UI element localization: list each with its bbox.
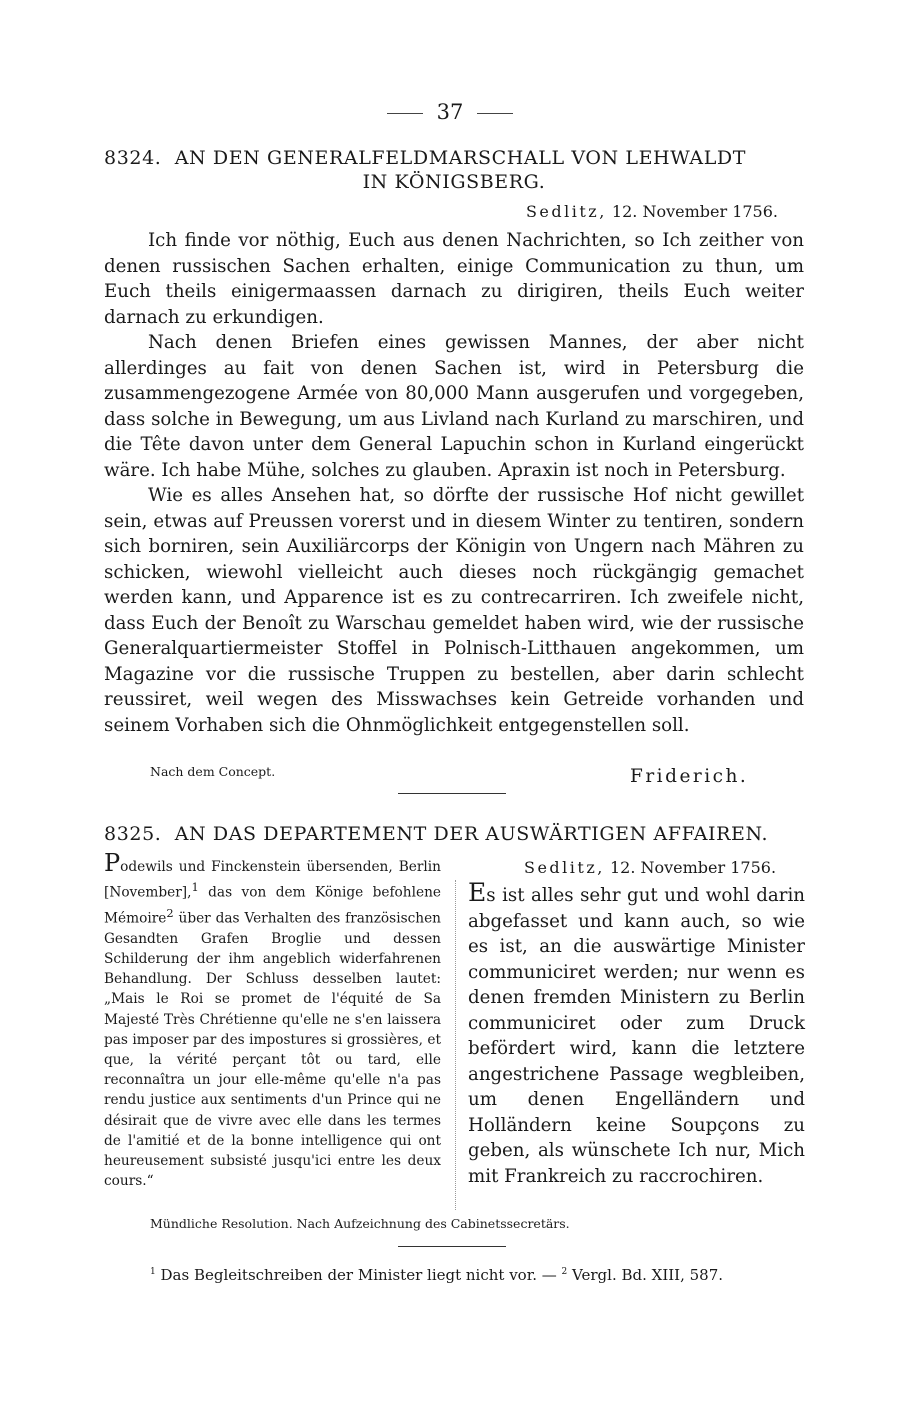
doc2-date-place: Sedlitz, bbox=[524, 858, 605, 877]
doc1-paragraph: Ich finde vor nöthig, Euch aus denen Nachrichten, so Ich zeither von denen russischen Sachen erhalten, einige Communication zu thun, um Euch theils einigermaassen darnach zu dirigiren, theils Euch weiter darnach zu erkundigen. bbox=[104, 230, 804, 328]
page-number-text: 37 bbox=[436, 100, 464, 124]
doc2-resolution-column bbox=[468, 880, 805, 1189]
footnote-2-number: 2 bbox=[561, 1267, 568, 1277]
doc2-summary-dropcap: P bbox=[104, 849, 121, 877]
doc1-number: 8324. bbox=[104, 147, 162, 169]
doc2-resolution-dropcap: E bbox=[468, 878, 487, 907]
doc2-dateline bbox=[524, 858, 776, 877]
doc1-body bbox=[104, 228, 804, 738]
page-number bbox=[0, 100, 900, 124]
page-number-dash-right bbox=[477, 113, 513, 114]
doc2-heading bbox=[104, 822, 804, 846]
doc1-title-line2: IN KÖNIGSBERG. bbox=[362, 171, 546, 193]
doc2-number: 8325. bbox=[104, 823, 162, 845]
doc1-title-line1: AN DEN GENERALFELDMARSCHALL VON LEHWALDT bbox=[174, 147, 747, 169]
doc1-paragraph: Nach denen Briefen eines gewissen Mannes, der aber nicht allerdinges au fait von denen Sachen ist, wird in Petersburg die zusammengezogene Armée von 80,000 Mann ausgerufen und vorgegeben, dass solche in Bewegung, um aus Livland nach Kurland zu marschiren, und die Tête davon unter dem General Lapuchin schon in Kurland eingerückt wäre. Ich habe Mühe, solches zu glauben. Apraxin ist noch in Petersburg. bbox=[104, 332, 804, 481]
footnote-2-text: Vergl. Bd. XIII, 587. bbox=[567, 1266, 724, 1284]
footnote-ref-2: 2 bbox=[166, 905, 174, 920]
doc2-summary-column bbox=[104, 849, 441, 1191]
column-divider bbox=[455, 880, 456, 1210]
doc1-heading bbox=[104, 146, 804, 194]
doc2-resolution-note: Mündliche Resolution. Nach Aufzeichnung des Cabinetssecretärs. bbox=[150, 1216, 570, 1231]
doc2-resolution-text: s ist alles sehr gut und wohl darin abgefasset und kann auch, so wie es ist, an die auswärtige Minister communiciret werden; nur wenn es denen fremden Ministern zu Berlin communiciret oder zum Druck befördert wird, kann die letztere angestrichene Passage wegbleiben, um denen Engelländern und Holländern keine Soupçons zu geben, als wünschete Ich nur, Mich mit Frankreich zu raccrochiren. bbox=[468, 885, 805, 1187]
footnotes bbox=[150, 1266, 723, 1284]
doc2-title: AN DAS DEPARTEMENT DER AUSWÄRTIGEN AFFAIREN. bbox=[174, 823, 769, 845]
doc1-source-note: Nach dem Concept. bbox=[150, 764, 276, 779]
section-divider bbox=[398, 793, 506, 794]
doc1-dateline bbox=[526, 202, 778, 221]
doc1-signature: Friderich. bbox=[630, 766, 749, 787]
doc1-date-place: Sedlitz, bbox=[525, 202, 607, 221]
footnote-1-text: Das Begleitschreiben der Minister liegt nicht vor. — bbox=[155, 1266, 562, 1284]
doc1-paragraph: Wie es alles Ansehen hat, so dörfte der russische Hof nicht gewillet sein, etwas auf Preussen vorerst und in diesem Winter zu tentiren, sondern sich borniren, sein Auxiliärcorps der Königin von Ungern nach Mähren zu schicken, wiewohl vielleicht auch dieses noch rückgängig gemachet werden kann, und Apparence ist es zu contrecarriren. Ich zweifele nicht, dass Euch der Benoît zu Warschau gemeldet haben wird, wie der russische Generalquartiermeister Stoffel in Polnisch-Litthauen angekommen, um Magazine vor die russische Truppen zu bestellen, aber darin schlecht reussiret, weil wegen des Misswachses kein Getreide vorhanden und seinem Vorhaben sich die Ohnmöglichkeit entgegenstellen soll. bbox=[104, 485, 804, 736]
footnote-divider bbox=[398, 1246, 506, 1247]
doc2-summary-text-1: odewils und Finckenstein übersenden, Berlin [November], bbox=[104, 859, 441, 901]
page-number-dash-left bbox=[387, 113, 423, 114]
footnote-ref-1: 1 bbox=[191, 880, 199, 895]
doc2-date-rest: 12. November 1756. bbox=[609, 858, 777, 877]
doc2-summary-text-3: über das Verhalten des französischen Gesandten Grafen Broglie und dessen Schilderung der ihm angeblich widerfahrenen Behandlung. Der Schluss desselben lautet: „Mais le Roi se promet de l'équité de Sa Majesté Très Chrétienne qu'elle ne s'en laissera pas imposer par des impostures si grossières, et que, la vérité perçant tôt ou tard, elle reconnaîtra un jour elle-même qu'elle n'a pas rendu justice aux sentiments d'un Prince qui ne désirait que de vivre avec elle dans les termes de l'amitié et de la bonne intelligence qui ont heureusement subsisté jusqu'ici entre les deux cours.“ bbox=[104, 910, 441, 1190]
doc1-date-rest: 12. November 1756. bbox=[611, 202, 778, 221]
doc1-heading-line1 bbox=[104, 146, 804, 170]
footnote-1-number: 1 bbox=[150, 1267, 156, 1277]
doc2-summary-text-2: das von dem Könige befohlene Mémoire bbox=[104, 884, 441, 927]
